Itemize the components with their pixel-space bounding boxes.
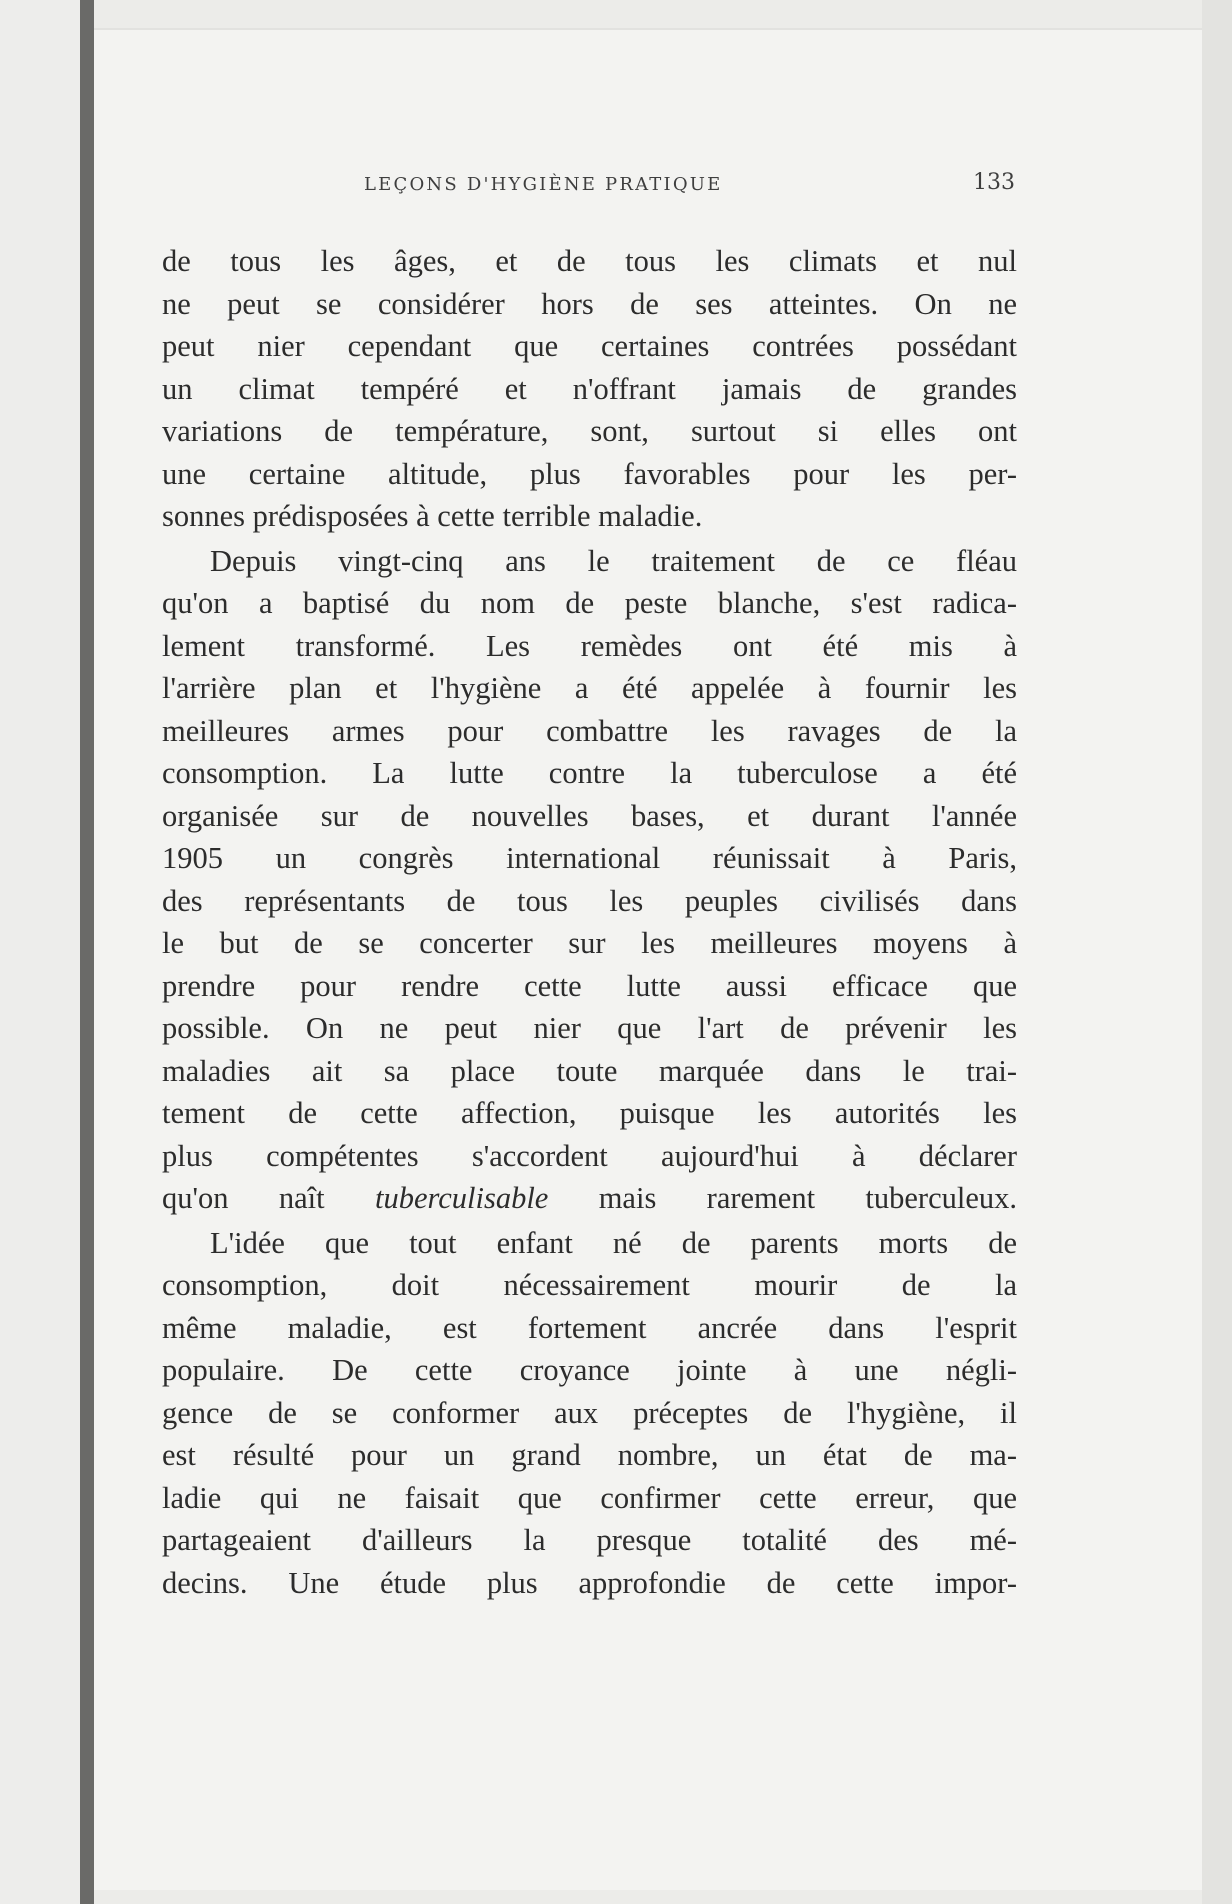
facing-page-margin [0,0,80,1904]
book-spine-shadow [80,0,94,1904]
text-line: maladies ait sa place toute marquée dans le trai- [162,1053,1017,1088]
paragraph-2 [162,540,1017,1220]
text-line: le but de se concerter sur les meilleures moyens à [162,926,1017,960]
text-segment: qu'on naît [162,1181,375,1215]
text-line: gence de se conformer aux préceptes de l'hygiène, il [162,1395,1017,1430]
text-line: populaire. De cette croyance jointe à une négli- [162,1353,1017,1387]
text-line: qu'on a baptisé du nom de peste blanche, s'est radica- [162,586,1017,620]
page-edge [1202,0,1232,1904]
body-text [162,240,1017,1604]
text-line: Depuis vingt-cinq ans le traitement de ce fléau [210,543,1017,578]
text-line: L'idée que tout enfant né de parents morts de [210,1225,1017,1260]
text-line: une certaine altitude, plus favorables pour les per- [162,456,1017,491]
text-line: variations de température, sont, surtout si elles ont [162,414,1017,448]
text-line: tement de cette affection, puisque les autorités les [162,1096,1017,1130]
running-head: LEÇONS D'HYGIÈNE PRATIQUE [364,174,723,195]
text-line: possible. On ne peut nier que l'art de prévenir les [162,1011,1017,1045]
page-number: 133 [973,170,1015,195]
text-line: organisée sur de nouvelles bases, et durant l'année [162,798,1017,833]
text-line: sonnes prédisposées à cette terrible maladie. [162,499,703,533]
text-line: consomption, doit nécessairement mourir de la [162,1268,1017,1302]
text-line: partageaient d'ailleurs la presque totalité des mé- [162,1523,1017,1557]
text-segment: mais rarement tuberculeux. [548,1181,1018,1215]
text-line-with-emphasis [162,1177,1017,1220]
text-line: des représentants de tous les peuples civilisés dans [162,883,1017,918]
text-line: un climat tempéré et n'offrant jamais de grandes [162,371,1017,406]
text-line: même maladie, est fortement ancrée dans l'esprit [162,1310,1017,1345]
text-line: prendre pour rendre cette lutte aussi efficace que [162,968,1017,1003]
text-line: est résulté pour un grand nombre, un état de ma- [162,1438,1017,1472]
text-line: decins. Une étude plus approfondie de cette impor- [162,1565,1017,1600]
text-line: consomption. La lutte contre la tuberculose a été [162,756,1017,790]
emphasized-term: tuberculisable [374,1181,549,1215]
page-header [155,170,1015,200]
paragraph-1 [162,240,1017,538]
text-line: de tous les âges, et de tous les climats et nul [162,244,1017,278]
text-line: plus compétentes s'accordent aujourd'hui à déclarer [162,1138,1017,1173]
paragraph-3 [162,1222,1017,1605]
text-line: lement transformé. Les remèdes ont été mis à [162,628,1017,663]
text-line: l'arrière plan et l'hygiène a été appelée à fournir les [162,671,1017,705]
text-line: meilleures armes pour combattre les ravages de la [162,713,1017,748]
text-line: ne peut se considérer hors de ses atteintes. On ne [162,286,1017,321]
text-line: ladie qui ne faisait que confirmer cette erreur, que [162,1480,1017,1515]
text-line: peut nier cependant que certaines contrées possédant [162,329,1017,363]
text-line: 1905 un congrès international réunissait à Paris, [162,841,1017,875]
